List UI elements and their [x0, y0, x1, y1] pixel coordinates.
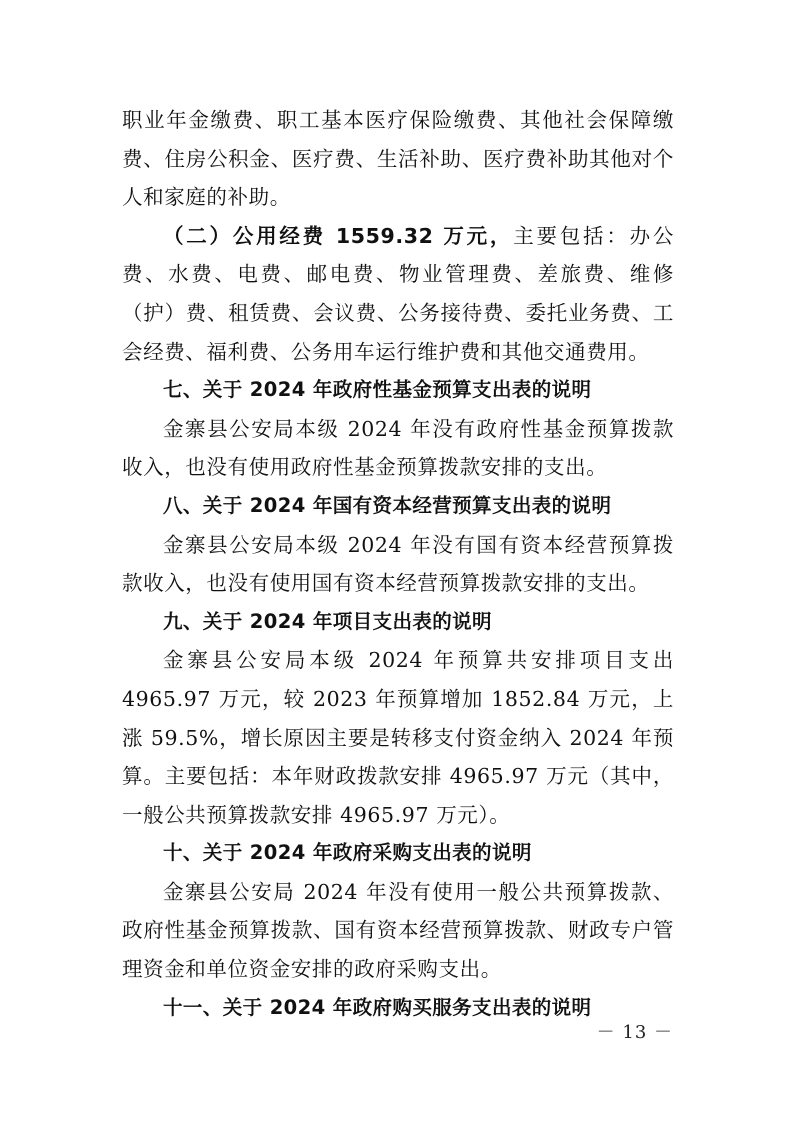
public-expenses-text: 主要包括：办公费、水费、电费、邮电费、物业管理费、差旅费、维修（护）费、租赁费、会议费、公务接待费、委托业务费、工会经费、福利费、公务用车运行维护费和其他交通费用。: [122, 223, 675, 364]
public-expenses-heading: （二）公用经费 1559.32 万元，: [163, 223, 514, 248]
paragraph-section-9: 金寨县公安局本级 2024 年预算共安排项目支出 4965.97 万元，较 2023 年预算增加 1852.84 万元，上涨 59.5%，增长原因主要是转移支付资金纳入 2024 年预算。主要包括：本年财政拨款安排 4965.97 万元（其中，一般公共预算拨款安排 4965.97 万元）。: [122, 648, 674, 827]
section-heading-9: 九、关于 2024 年项目支出表的说明: [163, 609, 492, 633]
paragraph-section-10: 金寨县公安局 2024 年没有使用一般公共预算拨款、政府性基金预算拨款、国有资本经营预算拨款、财政专户管理资金和单位资金安排的政府采购支出。: [122, 879, 674, 982]
section-heading-11: 十一、关于 2024 年政府购买服务支出表的说明: [163, 995, 592, 1019]
paragraph-personnel-expenses: 职业年金缴费、职工基本医疗保险缴费、其他社会保障缴费、住房公积金、医疗费、生活补助、医疗费补助其他对个人和家庭的补助。: [122, 108, 674, 210]
document-body: [122, 101, 674, 1027]
section-heading-8: 八、关于 2024 年国有资本经营预算支出表的说明: [163, 493, 612, 517]
page-number: － 13 －: [596, 1022, 673, 1043]
paragraph-public-expenses: [122, 217, 674, 371]
paragraph-section-7: 金寨县公安局本级 2024 年没有政府性基金预算拨款收入，也没有使用政府性基金预算拨款安排的支出。: [122, 416, 674, 480]
section-heading-7: 七、关于 2024 年政府性基金预算支出表的说明: [163, 378, 592, 402]
section-heading-10: 十、关于 2024 年政府采购支出表的说明: [163, 841, 532, 865]
paragraph-section-8: 金寨县公安局本级 2024 年没有国有资本经营预算拨款收入，也没有使用国有资本经营预算拨款安排的支出。: [122, 532, 674, 596]
